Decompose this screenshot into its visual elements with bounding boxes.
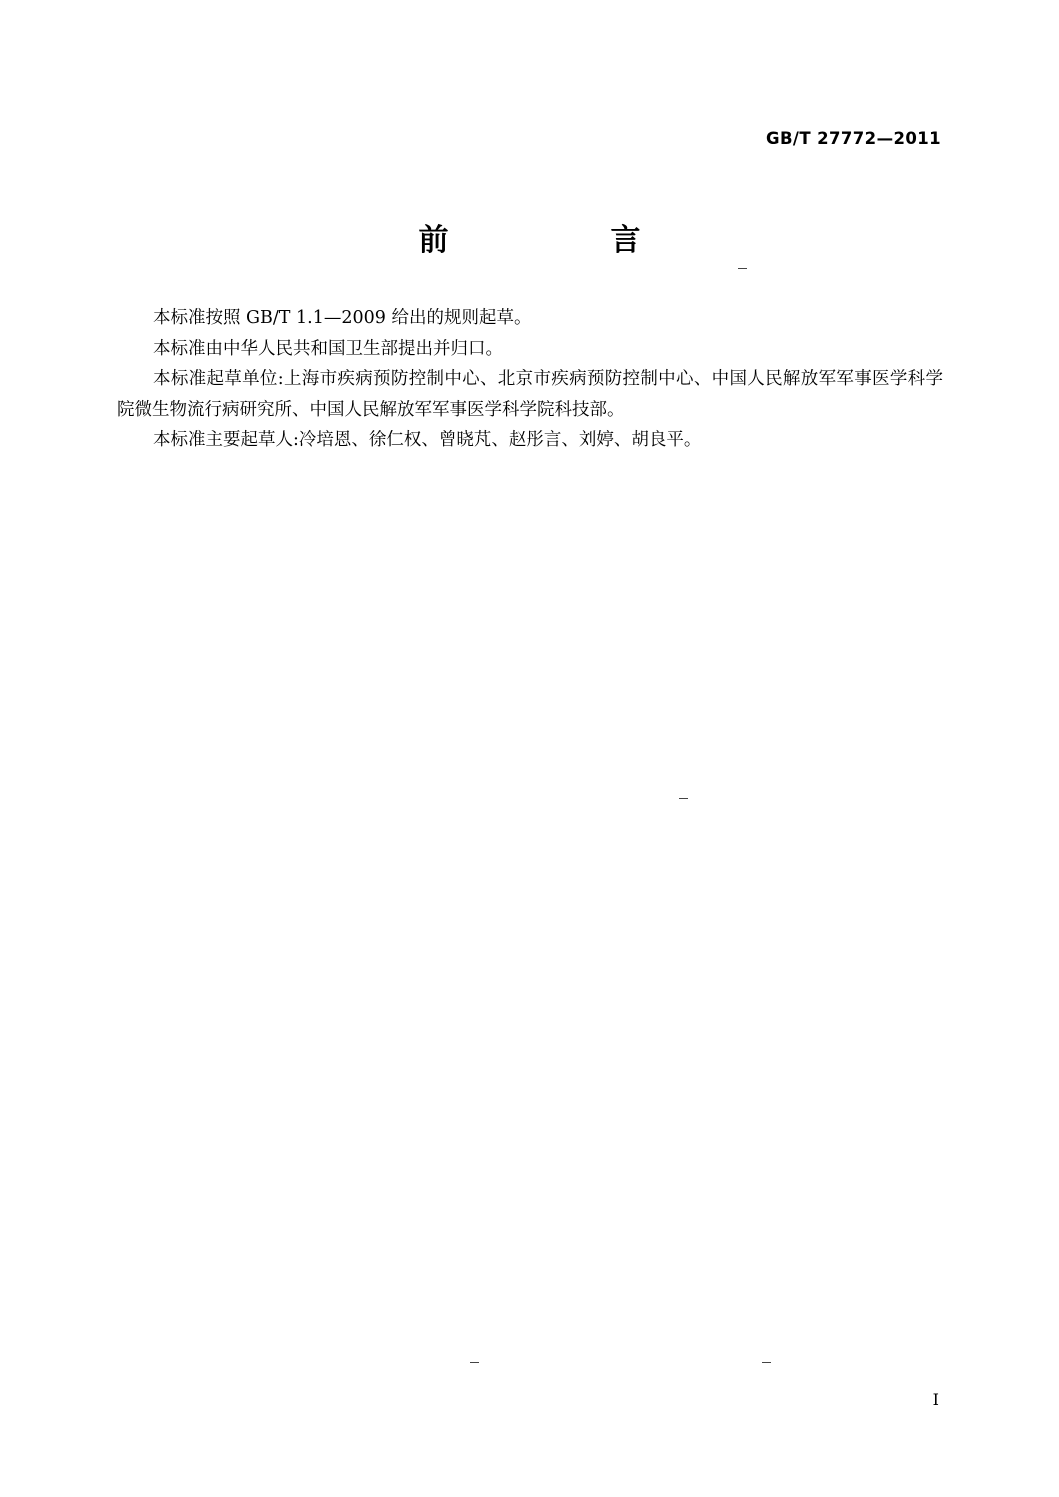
paragraph: 本标准由中华人民共和国卫生部提出并归口。: [153, 338, 503, 359]
page-number: Ⅰ: [932, 1390, 939, 1409]
foreword-body: [117, 303, 943, 456]
paragraph: 本标准主要起草人:冷培恩、徐仁权、曾晓芃、赵彤言、刘婷、胡良平。: [153, 430, 702, 450]
registration-mark-bottom-left: [470, 1362, 479, 1363]
registration-mark-right-middle: [679, 798, 688, 799]
standard-number-header: GB/T 27772—2011: [766, 129, 941, 148]
registration-mark-bottom-right: [762, 1362, 771, 1363]
registration-mark-right-top: [738, 268, 747, 269]
page-title: 前 言: [418, 223, 675, 258]
paragraph: 本标准起草单位:上海市疾病预防控制中心、北京市疾病预防控制中心、中国人民解放军军事医学科学院微生物流行病研究所、中国人民解放军军事医学科学院科技部。: [117, 369, 943, 420]
paragraph: 本标准按照 GB/T 1.1—2009 给出的规则起草。: [153, 308, 532, 328]
